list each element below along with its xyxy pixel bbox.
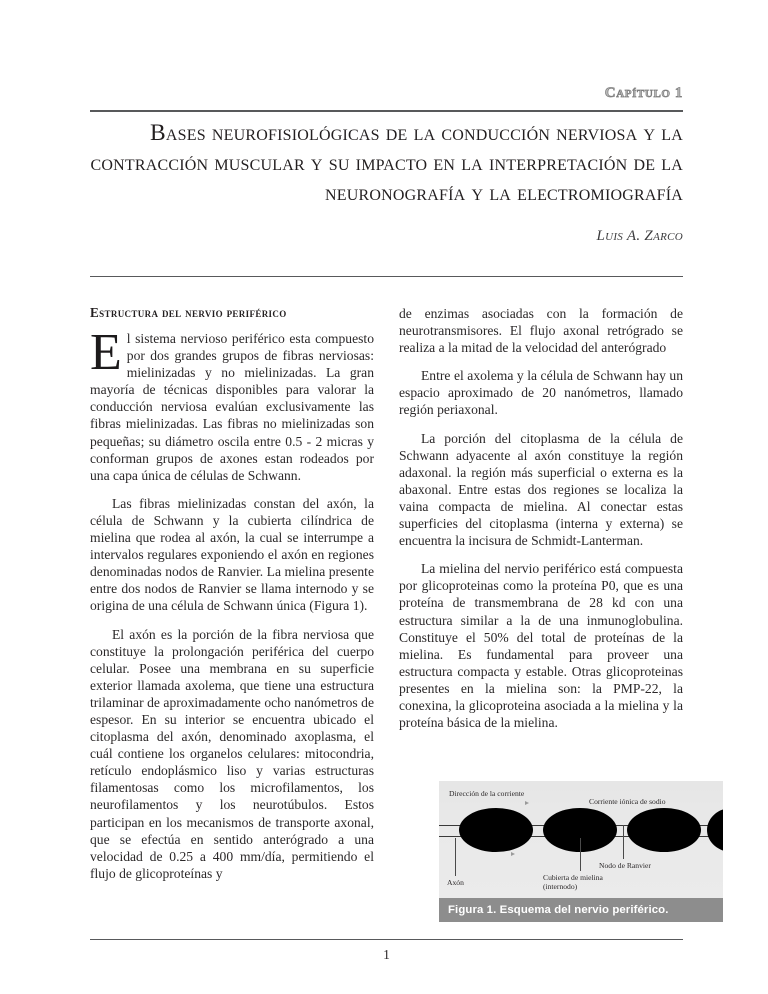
author-byline: Luis A. Zarco bbox=[596, 228, 683, 244]
paragraph-right-2: Entre el axolema y la célula de Schwann hay un espacio aproximado de 20 nanómetros, llamado región periaxonal. bbox=[399, 368, 683, 418]
figure-leader-line-nodo bbox=[623, 825, 624, 859]
figure-label-nodo-ranvier: Nodo de Ranvier bbox=[599, 861, 651, 870]
figure-leader-line-axon bbox=[455, 838, 456, 876]
body-columns bbox=[90, 305, 683, 935]
current-direction-arrow-icon bbox=[525, 801, 529, 805]
paragraph-left-1: El sistema nervioso periférico esta compuesto por dos grandes grupos de fibras nerviosas: mielinizadas y no mielinizadas. La gran mayoría de técnicas disponibles para valorar la conducción nerviosa evalúan exclusivamente las fibras mielinizadas. Las fibras no mielinizadas son pequeñas; su diámetro oscila entre 0.5 - 2 micras y conforman grupos de axones estan rodeados por una capa única de células de Schwann. bbox=[90, 324, 374, 483]
figure-leader-line-cubierta bbox=[580, 838, 581, 871]
title-block bbox=[90, 118, 683, 245]
figure-label-direccion-corriente: Dirección de la corriente bbox=[449, 789, 525, 798]
figure-label-axon: Axón bbox=[447, 878, 464, 887]
figure-1 bbox=[439, 781, 723, 922]
paragraph-right-1: de enzimas asociadas con la formación de neurotransmisores. El flujo axonal retrógrado se realiza a la mitad de la velocidad del anterógrado bbox=[399, 306, 683, 356]
paragraph-left-2: Las fibras mielinizadas constan del axón, la célula de Schwann y la cubierta cilíndrica de mielina que rodea al axón, la cual se interrumpe a intervalos regulares exponiendo el axón en regiones denominadas nodos de Ranvier. La mielina presente entre dos nodos de Ranvier se llama internodo y se origina de una célula de Schwann única (Figura 1). bbox=[90, 495, 374, 614]
column-left bbox=[90, 305, 374, 882]
section-heading: Estructura del nervio periférico bbox=[90, 305, 287, 320]
title-rule bbox=[90, 276, 683, 277]
header-rule bbox=[90, 110, 683, 112]
figure-label-cubierta-line2: (internodo) bbox=[543, 882, 578, 891]
paragraph-left-3: El axón es la porción de la fibra nerviosa que constituye la prolongación periférica del cuerpo celular. Posee una membrana en su superficie exterior llamada axolema, que tiene una estructura trilaminar de aproximadamente ocho nanómetros de espesor. En su interior se encuentra ubicado el citoplasma del axón, denominado axoplasma, el cuál contiene los organelos celulares: mitocondria, retículo endoplásmico liso y varias estructuras filamentosas como los microfilamentos, los neurofilamentos y los neurotúbulos. Estos participan en los mecanismos de transporte axonal, que se efectúa en sentido anterógrado a una velocidad de 0.25 a 400 mm/día, permitiendo el flujo de glicoproteínas y bbox=[90, 626, 374, 881]
current-direction-arrow-icon-2 bbox=[511, 852, 515, 856]
myelin-segment bbox=[707, 808, 723, 852]
column-right bbox=[399, 305, 683, 731]
running-head-chapter: Capítulo 1 bbox=[604, 85, 683, 101]
page-title: Bases neurofisiológicas de la conducción nerviosa y la contracción muscular y su impacto en la interpretación de la neuronografía y la electromiografía bbox=[90, 120, 683, 206]
paragraph-right-4: La mielina del nervio periférico está compuesta por glicoproteinas como la proteína P0, que es una proteína de transmembrana de 28 kd con una estructura similar a la de una inmunoglobulina. Constituye el 50% del total de proteínas de la mielina. Es fundamental para proveer una estructura compacta y estable. Otras glicoproteinas presentes en la mielina son: la PMP-22, la conexina, la glicoproteina asociada a la mielina y la proteína básica de la mielina. bbox=[399, 561, 683, 731]
footer-rule bbox=[90, 939, 683, 940]
figure-1-caption: Figura 1. Esquema del nervio periférico. bbox=[439, 898, 723, 922]
figure-label-cubierta-mielina bbox=[543, 873, 603, 891]
page-number: 1 bbox=[383, 947, 390, 962]
paragraph-right-3: La porción del citoplasma de la célula de Schwann adyacente al axón constituye la región adaxonal. la región más superficial o externa es la abaxonal. Entre estas dos regiones se localiza la vaina compacta de mielina. Al conectar estas superficies del citoplasma (interna y externa) se encuentra la incisura de Schmidt-Lanterman. bbox=[399, 430, 683, 549]
myelin-segment bbox=[459, 808, 533, 852]
figure-label-corriente-sodio: Corriente iónica de sodio bbox=[589, 797, 666, 806]
figure-label-cubierta-line1: Cubierta de mielina bbox=[543, 873, 603, 882]
myelin-segment bbox=[627, 808, 701, 852]
figure-1-artwork bbox=[439, 781, 723, 898]
